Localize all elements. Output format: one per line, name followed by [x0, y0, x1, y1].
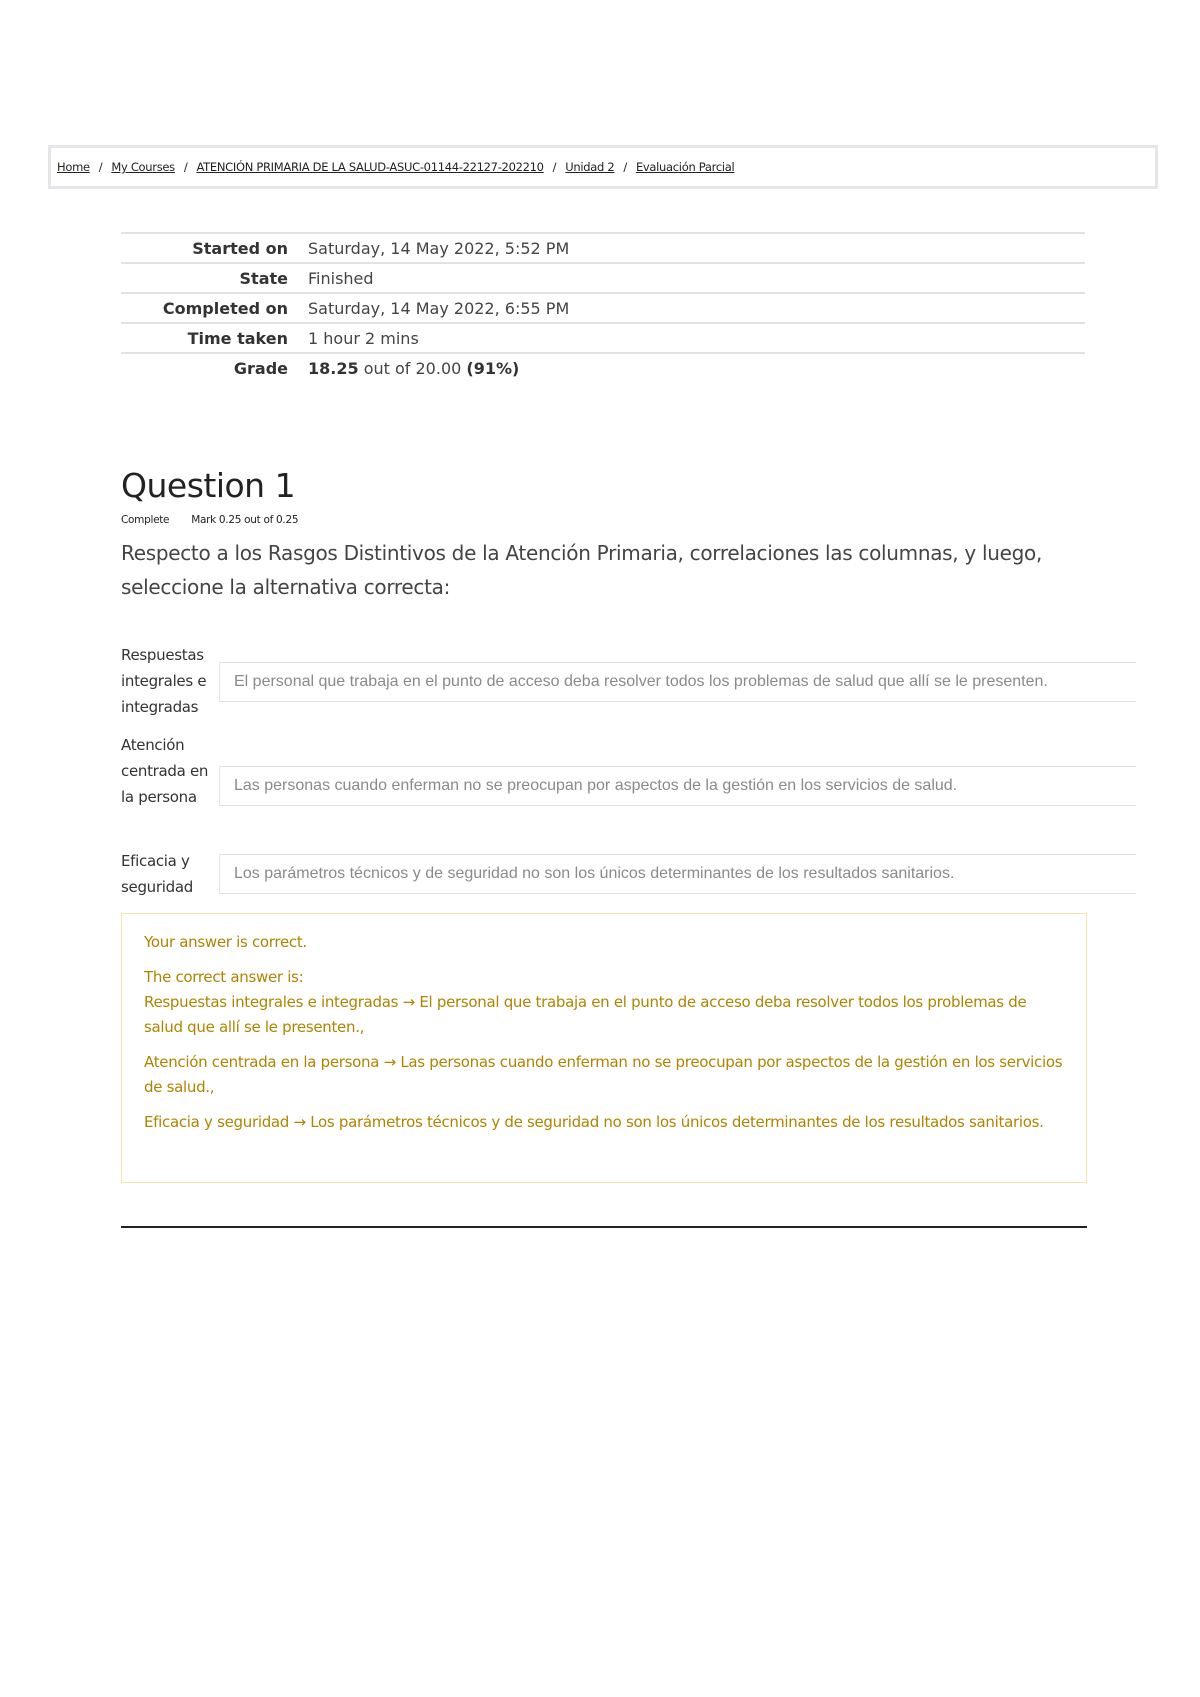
breadcrumb-home-link[interactable]: Home [57, 160, 90, 174]
breadcrumb-separator: / [98, 160, 103, 174]
section-divider [121, 1226, 1087, 1228]
breadcrumb [57, 160, 734, 174]
grade-percent: (91%) [466, 358, 520, 378]
state-label: State [121, 263, 308, 293]
match-row [121, 848, 1136, 904]
feedback-answer: Eficacia y seguridad → Los parámetros técnicos y de seguridad no son los únicos determinantes de los resultados sanitarios. [144, 1113, 1044, 1131]
feedback-result: Your answer is correct. [144, 933, 307, 951]
summary-row-grade [121, 353, 1085, 382]
question-mark: Mark 0.25 out of 0.25 [191, 514, 299, 526]
summary-row-state [121, 263, 1085, 293]
summary-row-time [121, 323, 1085, 353]
breadcrumb-bar [48, 145, 1158, 189]
completed-on-label: Completed on [121, 293, 308, 323]
attempt-summary-table [121, 232, 1085, 382]
breadcrumb-separator: / [552, 160, 557, 174]
started-on-value: Saturday, 14 May 2022, 5:52 PM [308, 233, 1085, 263]
breadcrumb-unit-link[interactable]: Unidad 2 [565, 160, 615, 174]
state-value: Finished [308, 263, 1085, 293]
summary-row-started [121, 233, 1085, 263]
time-taken-label: Time taken [121, 323, 308, 353]
grade-score: 18.25 [308, 358, 359, 378]
breadcrumb-course-link[interactable]: ATENCIÓN PRIMARIA DE LA SALUD-ASUC-01144-22127-202210 [196, 160, 544, 174]
completed-on-value: Saturday, 14 May 2022, 6:55 PM [308, 293, 1085, 323]
breadcrumb-separator: / [183, 160, 188, 174]
match-row [121, 732, 1136, 842]
feedback-box [121, 913, 1087, 1183]
match-answer-select[interactable]: El personal que trabaja en el punto de acceso deba resolver todos los problemas de salud que allí se le presenten. [219, 662, 1136, 702]
grade-value [308, 353, 1085, 382]
grade-out-of: out of 20.00 [363, 358, 462, 378]
feedback-answer: Respuestas integrales e integradas → El personal que trabaja en el punto de acceso deba resolver todos los problemas de salud que allí se le presenten., [144, 993, 1027, 1036]
grade-label: Grade [121, 353, 308, 382]
feedback-intro: The correct answer is: [144, 968, 304, 986]
question-text: Respecto a los Rasgos Distintivos de la Atención Primaria, correlaciones las columnas, y luego, seleccione la alternativa correcta: [121, 541, 1043, 599]
match-row-label: Atención centrada en la persona [121, 736, 209, 806]
breadcrumb-courses-link[interactable]: My Courses [111, 160, 175, 174]
question-info [121, 514, 298, 526]
match-row-label: Respuestas integrales e integradas [121, 646, 207, 716]
match-answer-select[interactable]: Los parámetros técnicos y de seguridad no son los únicos determinantes de los resultados sanitarios. [219, 854, 1136, 894]
feedback-answer: Atención centrada en la persona → Las personas cuando enferman no se preocupan por aspectos de la gestión en los servicios de salud., [144, 1053, 1063, 1096]
started-on-label: Started on [121, 233, 308, 263]
question-status: Complete [121, 514, 170, 526]
breadcrumb-activity-link[interactable]: Evaluación Parcial [635, 160, 735, 174]
summary-row-completed [121, 293, 1085, 323]
time-taken-value: 1 hour 2 mins [308, 323, 1085, 353]
question-title: Question 1 [121, 466, 296, 505]
match-answer-select[interactable]: Las personas cuando enferman no se preocupan por aspectos de la gestión en los servicios de salud. [219, 766, 1136, 806]
breadcrumb-separator: / [623, 160, 627, 174]
match-row-label: Eficacia y seguridad [121, 852, 193, 896]
match-row [121, 642, 1136, 722]
